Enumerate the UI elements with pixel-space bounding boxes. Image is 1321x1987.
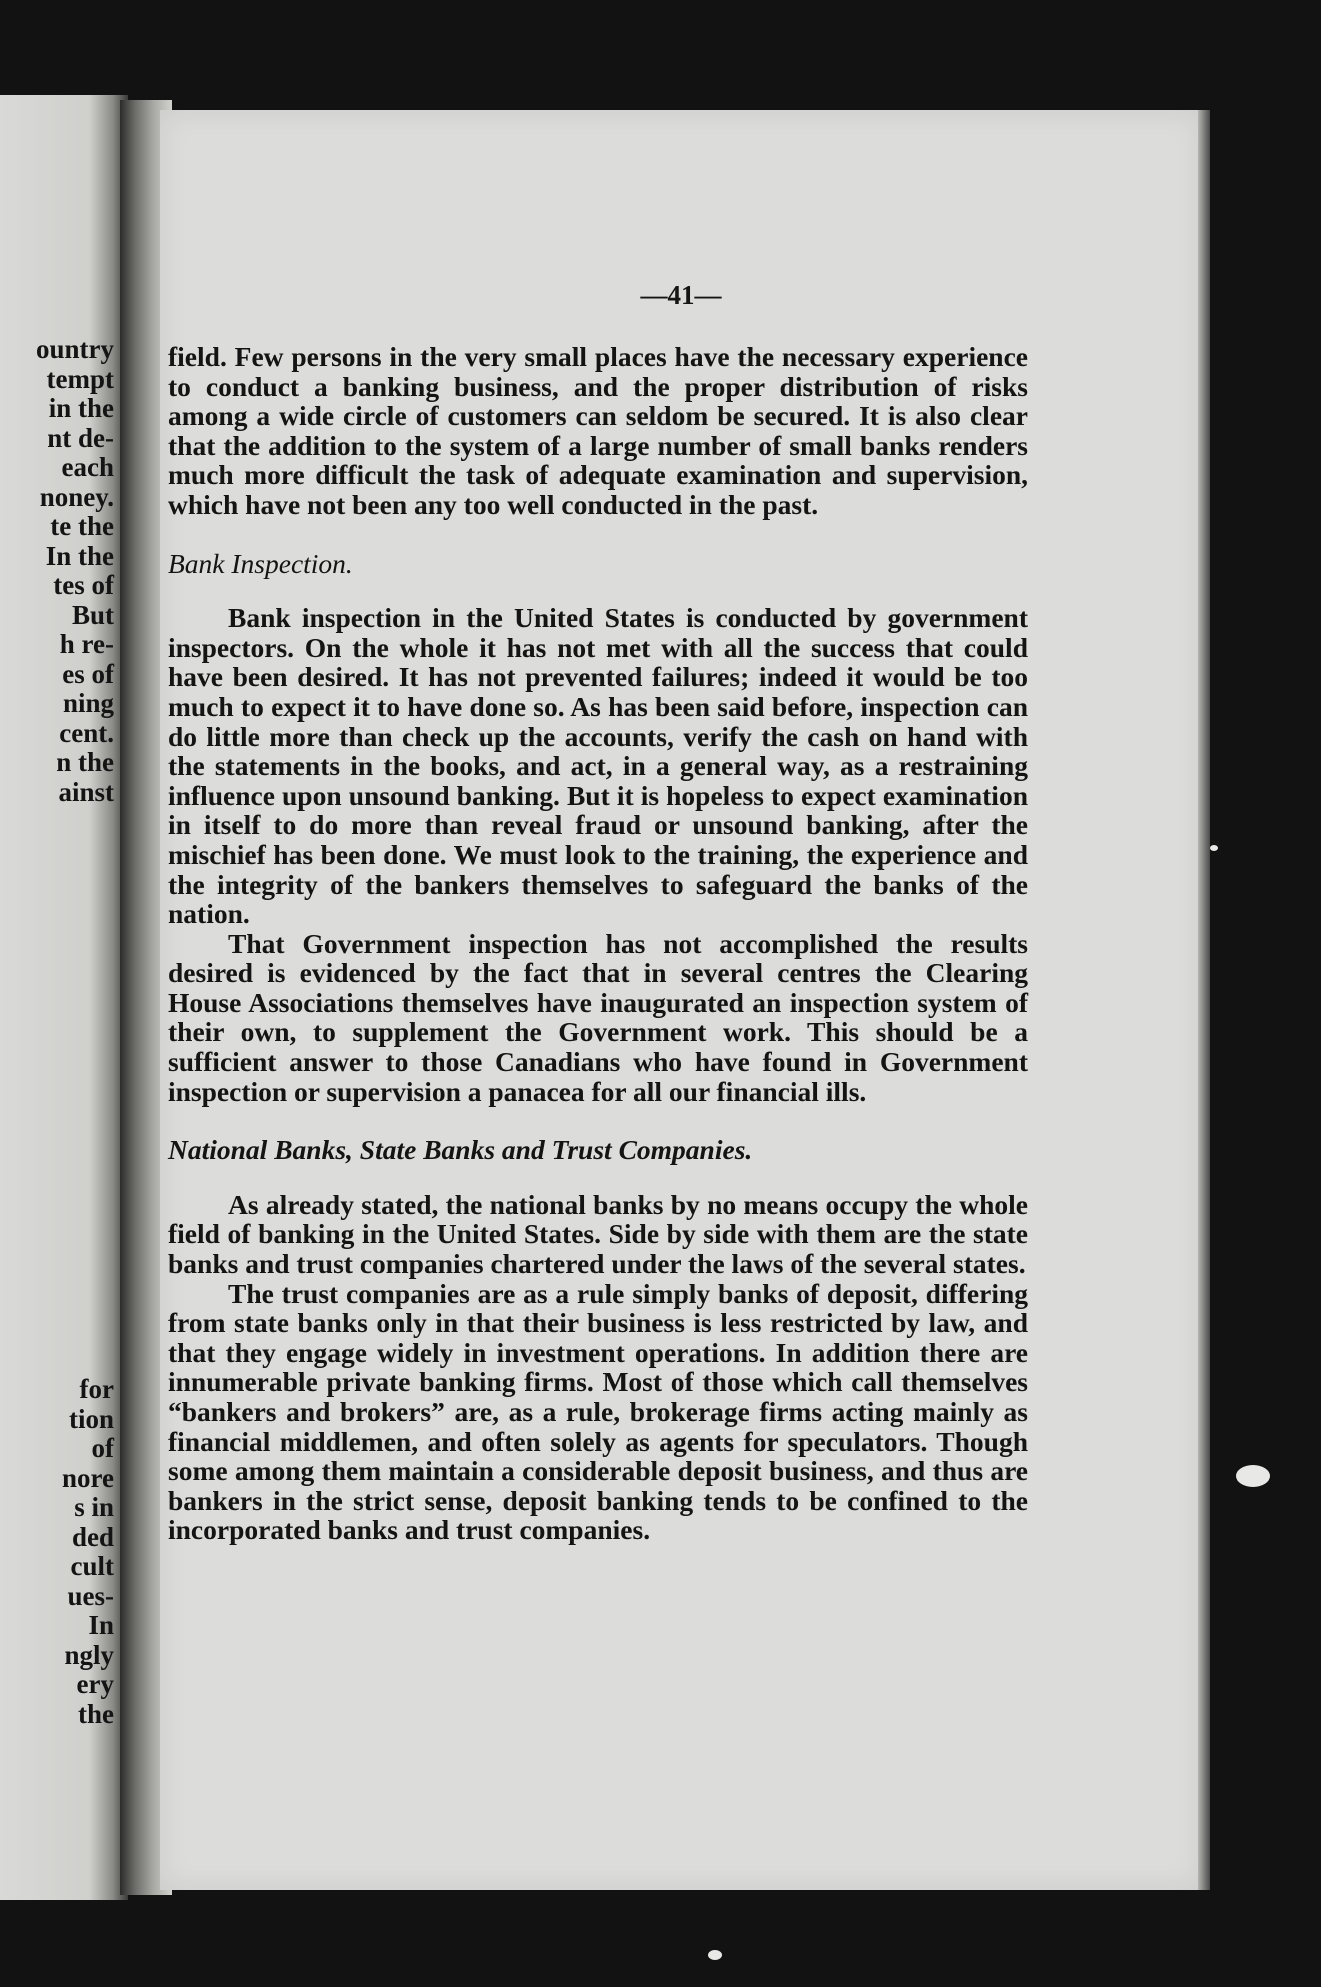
paragraph: field. Few persons in the very small places have the necessary experience to conduct a banking business, and the proper distribution of risks among a wide circle of customers can seldom be secured. It is also clear that the addition to the system of a large number of small banks renders much more difficult the task of adequate examination and supervision, which have not been any too well conducted in the past.: [168, 341, 1028, 520]
book-page: [160, 110, 1202, 1890]
page-body: [168, 342, 1028, 1545]
text-line: s in: [74, 1492, 114, 1522]
text-line: ning: [62, 688, 114, 718]
text-line: ngly: [64, 1639, 114, 1670]
text-line: h re-: [59, 629, 114, 659]
text-line: noney.: [39, 481, 114, 512]
text-line: cult: [70, 1551, 114, 1581]
text-line: ues-: [67, 1580, 114, 1611]
dust-speck: [1236, 1465, 1270, 1487]
text-line: of: [91, 1433, 114, 1463]
dust-speck: [1210, 845, 1218, 851]
text-line: each: [61, 452, 114, 482]
text-line: for: [79, 1374, 114, 1404]
dust-speck: [708, 1950, 722, 1960]
text-line: n the: [56, 747, 114, 777]
paragraph: As already stated, the national banks by no means occupy the whole field of banking in the United States. Side by side with them are the state banks and trust companies chartered under the laws of the several states.: [168, 1188, 1028, 1280]
text-line: nore: [62, 1462, 114, 1493]
paragraph: Bank inspection in the United States is conducted by government inspectors. On the whole it has not met with all the success that could have been desired. It has not prevented failures; indeed it would be too much to expect it to have done so. As has been said before, inspection can do little more than check up the accounts, verify the cash on hand with the statements in the books, and act, in a general way, as a restraining influence upon unsound banking. But it is hopeless to expect examination in itself to do more than reveal fraud or unsound banking, after the mischief has been done. We must look to the training, the experience and the integrity of the bankers themselves to safeguard the banks of the nation.: [168, 602, 1028, 930]
text-line: ountry: [35, 334, 114, 364]
section-heading-national-banks: National Banks, State Banks and Trust Companies.: [168, 1134, 753, 1166]
text-line: In the: [45, 540, 114, 571]
text-line: tempt: [46, 363, 114, 394]
text-line: In: [88, 1610, 114, 1640]
text-line: the: [78, 1698, 114, 1729]
text-line: ainst: [58, 776, 114, 807]
previous-page-text-top: [0, 335, 114, 807]
text-line: ded: [71, 1521, 114, 1552]
text-line: in the: [48, 393, 114, 423]
text-line: But: [71, 599, 114, 630]
previous-page-fragment: [0, 95, 128, 1900]
text-line: cent.: [59, 717, 114, 748]
text-line: tes of: [53, 570, 114, 600]
text-line: te the: [50, 511, 114, 541]
page-edge-shadow: [1198, 110, 1210, 1890]
section-heading-bank-inspection: Bank Inspection.: [168, 547, 353, 579]
text-line: es of: [62, 658, 114, 689]
previous-page-text-bottom: [0, 1375, 114, 1729]
page-number: —41—: [640, 280, 722, 310]
paragraph: That Government inspection has not accomplished the results desired is evidenced by the fact that in several centres the Clearing House Associations themselves have inaugurated an inspection system of their own, to supplement the Government work. This should be a sufficient answer to those Canadians who have found in Government inspection or supervision a panacea for all our financial ills.: [168, 927, 1028, 1107]
text-line: tion: [68, 1403, 114, 1434]
text-line: nt de-: [47, 422, 114, 453]
text-line: ery: [76, 1669, 114, 1699]
paragraph: The trust companies are as a rule simply banks of deposit, differing from state banks only in that their business is less restricted by law, and that they engage widely in investment operations. In addition there are innumerable private banking firms. Most of those which call themselves “bankers and brokers” are, as a rule, brokerage firms acting mainly as financial middlemen, and often solely as agents for speculators. Though some among them maintain a considerable deposit business, and thus are bankers in the strict sense, deposit banking tends to be confined to the incorporated banks and trust companies.: [168, 1277, 1028, 1546]
